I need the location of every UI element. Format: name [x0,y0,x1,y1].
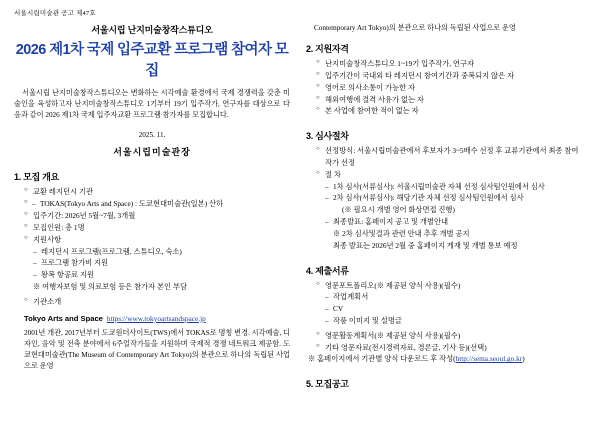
list-item: ○ 절 차 [316,169,582,181]
list-item: – 2차 심사(서류심사): 해당기관 자체 선정 심사팀인원에서 심사 [325,192,582,204]
list-item: ○ 난지미술창작스튜디오 1~19기 입주작가, 연구자 [316,58,582,70]
list-item: ○ 지원사항 [24,234,290,246]
left-column [14,23,290,390]
section-number: 2. [306,44,313,55]
selection-steps-list [306,181,582,205]
list-item: ○ 기타 영문자료(전시경력자료, 경론글, 기사 등)(선택) [316,342,582,354]
org-description-continued: Contemporary Art Tokyo)의 분관으로 하나의 독립된 사업으로 운영 [314,24,516,32]
portfolio-sub-list [306,291,582,326]
list-item: ○ 모집인원: 총 1명 [24,222,290,234]
selection-step-note: (※ 필요시 개별 영어 화상면접 진행) [342,205,455,215]
section-number: 4. [306,265,313,276]
list-item: ○ 영어로 의사소통이 가능한 자 [316,82,582,94]
list-item: ○ 영문활동계획서(※ 제공된 양식 사용)(필수) [316,330,582,342]
list-item: ○ 입주기간이 국내외 타 레지던시 참여기간과 중복되지 않은 자 [316,70,582,82]
final-schedule-note: 최종 발표는 2026년 2월 중 홈페이지 게재 및 개별 통보 예정 [333,240,518,250]
page-title: 2026 제1차 국제 입주교환 프로그램 참여자 모집 [15,42,289,79]
selection-list [306,145,582,180]
eligibility-list [306,58,582,117]
section-selection [306,129,582,251]
section-number: 5. [306,379,313,390]
support-list [14,246,290,281]
documents-footer-note [306,353,582,365]
list-item: ○ 선정방식: 서울시립미술관에서 후보자가 3~5배수 선정 후 교류기관에서 최종 참여 작가 선정 [316,145,582,169]
footer-note-text: ※ 홈페이지에서 기관별 양식 다운로드 후 작성( [308,354,456,364]
footer-note-end: ) [522,354,525,364]
section-eligibility [306,42,582,117]
title-block [14,23,290,80]
list-item: ○ 기관소개 [24,296,290,308]
org-sub-item [24,198,290,210]
documents-list-2 [306,330,582,354]
list-item: – CV [325,303,582,315]
final-sub-note: ※ 2차 심사및결과 관련 안내 추후 개별 공지 [333,228,470,238]
org-sub-list [32,198,290,210]
section-title: 모집 개요 [23,172,59,183]
sema-website-link[interactable]: http://sema.seoul.go.kr [455,354,523,364]
list-item: ○ 교환 레지던시 기관 [24,186,290,198]
org-name: Tokyo Arts and Space [24,313,103,323]
issuing-organization: 서울시립미술관장 [113,147,191,158]
list-item: ○ 본 사업에 참여한 적이 없는 자 [316,105,582,117]
list-item: – 프로그램 참가비 지원 [33,257,290,269]
support-note: ※ 여행자보험 및 의료보험 등은 참가자 본인 부담 [33,281,187,291]
org-intro-list [14,296,290,308]
list-item: – 작품 이미지 및 설명글 [325,315,582,327]
list-item: – 최종발표: 홈페이지 공고 및 개별안내 [325,216,582,228]
two-column-layout [14,23,586,390]
section-number: 3. [306,131,313,142]
list-item: – 레지던시 프로그램(프로그램, 스튜디오, 숙소) [33,246,290,258]
intro-paragraph: 서울시립 난지미술창작스튜디오는 변화하는 시각예술 환경에서 국제 경쟁력을 갖춘 미술인을 육성하고자 난지미술창작스튜디오 1기부터 19기 입주작가, 연구자를 대상으로 다음과 같이 2026 제1차 국제 입주자교환 프로그램 참가자를 모집합니다. [14,89,290,120]
org-name-row [14,308,290,326]
final-announcement-list [306,216,582,228]
document-date: 2025. 11. [138,131,166,140]
section-recruit-overview [14,170,290,372]
section-documents [306,264,582,366]
title-subtitle: 서울시립 난지미술창작스튜디오 [91,25,213,35]
section-heading [306,129,582,142]
list-item: – 왕복 항공료 지원 [33,269,290,281]
org-description: 2001년 개관, 2017년부터 도쿄원더사이트(TWS)에서 TOKAS로 명칭 변경. 시각예술, 디자인, 음악 및 전축 분야에서 6주얼작가들을 지원하며 국제적 경쟁 네트워크 제공함. 도쿄현대미술관(The Museum of Contemporary Art Tokyo)의 분관으로 하나의 독립된 사업으로 운영 [24,328,290,371]
section-title: 모집공고 [315,379,349,390]
section-title: 제출서류 [315,265,349,276]
section-number: 1. [14,172,21,183]
section-title: 지원자격 [315,44,349,55]
right-column [306,23,582,390]
section-title: 심사절차 [315,131,349,142]
list-item: ○ 입주기간: 2026년 5월~7월, 3개월 [24,210,290,222]
section-notice [306,377,582,390]
list-item: ○ 해외여행에 결격 사유가 없는 자 [316,94,582,106]
list-item: ○ 영문포트폴리오(※ 제공된 양식 사용)(필수) [316,280,582,292]
section-heading [306,377,582,390]
section-heading [306,264,582,277]
list-item: – 1차 심사(서류심사): 서울시립미술관 자체 선정 심사팀인원에서 심사 [325,181,582,193]
section-heading [306,42,582,55]
recruit-overview-list [14,186,290,245]
document-header: 서울시립미술관 공고 제47호 [14,10,96,17]
documents-list [306,280,582,292]
section-heading [14,170,290,183]
org-website-link[interactable]: https://www.tokyoartsandspace.jp [106,313,206,323]
list-item: – 작업계획서 [325,291,582,303]
list-item: – ○ TOKAS(Tokyo Arts and Space) : 도쿄현대미술관(일본) 산하 [32,198,290,210]
